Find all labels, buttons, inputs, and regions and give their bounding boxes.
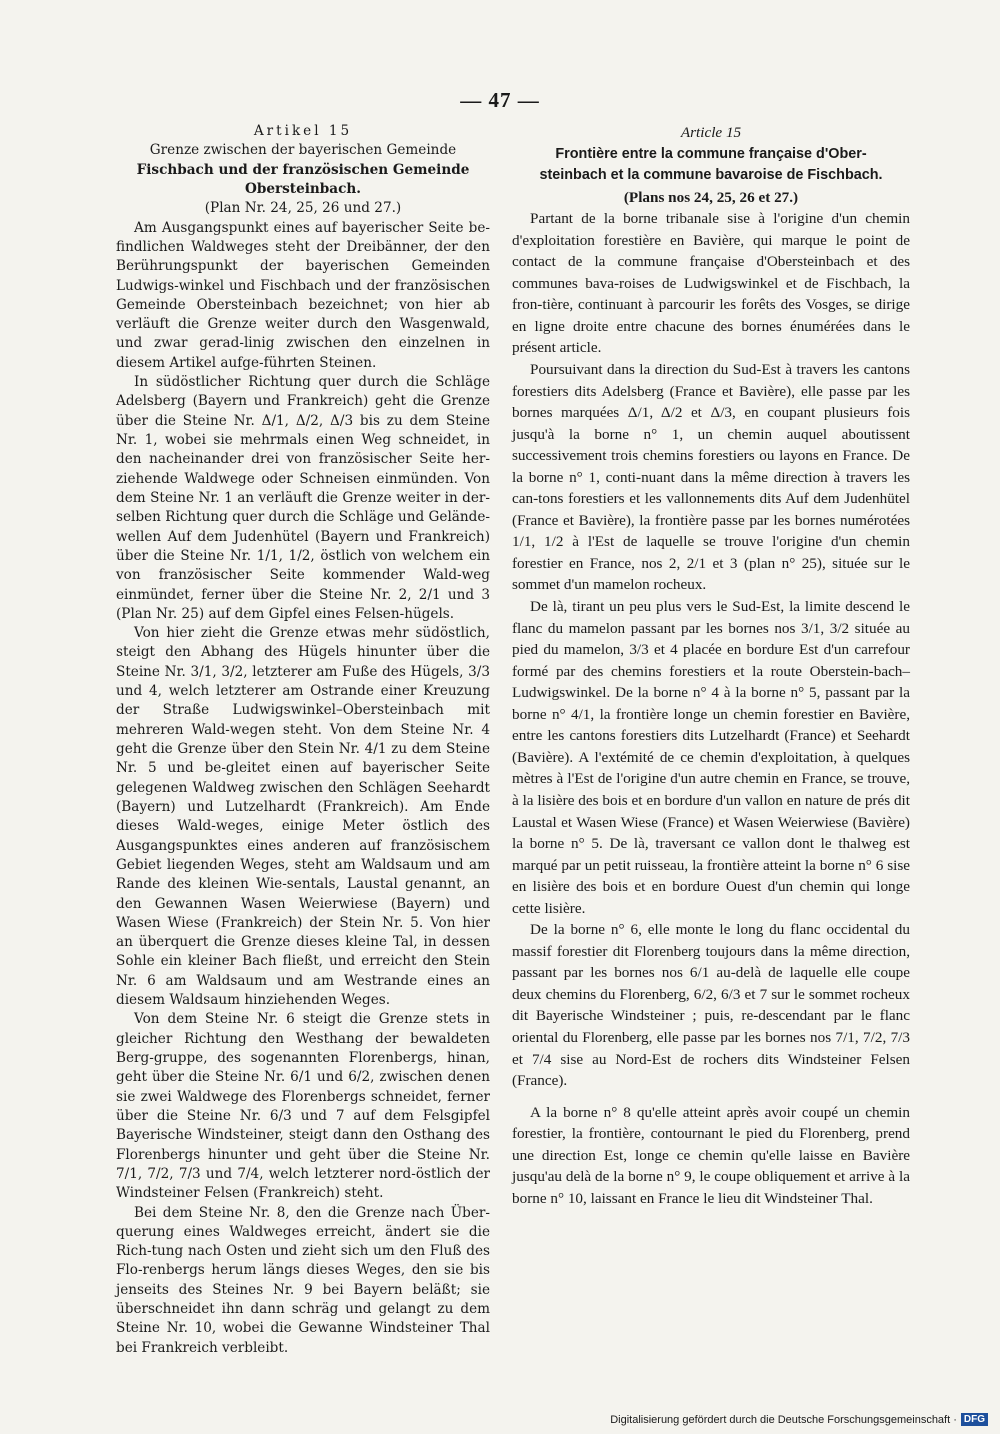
french-heading-line-2: steinbach et la commune bavaroise de Fischbach. <box>539 167 883 184</box>
footer-credit <box>610 1413 988 1426</box>
german-paragraph: Am Ausgangspunkt eines auf bayerischer Seite be-findlichen Waldweges steht der Dreibänner, der den Berührungspunkt der bayerischen Gemeinden Ludwigs-winkel und Fischbach und der französischen Gemeinde Obersteinbach bezeichnet; von hier ab verläuft die Grenze weiter durch den Wasgenwald, und zwar gerad-linig zwischen den einzelnen in diesem Artikel aufge-führten Steinen. <box>116 219 490 371</box>
german-heading-line-1: Grenze zwischen der bayerischen Gemeinde <box>149 142 457 159</box>
french-paragraph: Poursuivant dans la direction du Sud-Est à travers les cantons forestiers dits Adelsberg (France et Bavière), elle passe par les bornes marquées Δ/1, Δ/2 et Δ/3, en coupant plusieurs fois jusqu'à la borne n° 1, un chemin auquel aboutissent successivement trois chemins forestiers ou layons en France. De la borne n° 1, conti-nuant dans la même direction à travers les can-tons forestiers et les vallonnements dits Auf dem Judenhütel (France et Bavière), la frontière passe par les bornes numérotées 1/1, 1/2 à l'Est de laquelle se trouve l'origine d'un chemin forestier en France, nos 2, 2/1 et 3 (plan n° 25), située sur le sommet d'un mamelon rocheux. <box>512 361 910 594</box>
french-paragraph: De la borne n° 6, elle monte le long du flanc occidental du massif forestier dit Florenberg toujours dans la même direction, passant par les bornes nos 6/1 au-delà de laquelle elle coupe deux chemins du Florenberg, 6/2, 6/3 et 7 sur le sommet rocheux dit Bayerische Windsteiner ; puis, re-descendant par le flanc oriental du Florenberg, elle passe par les bornes nos 7/1, 7/2, 7/3 et 7/4 sise au Nord-Est de rochers dits Windsteiner Felsen (France). <box>512 921 910 1090</box>
german-paragraph: In südöstlicher Richtung quer durch die Schläge Adelsberg (Bayern und Frankreich) geht die Grenze über die Steine Nr. Δ/1, Δ/2, Δ/3 bis zu dem Steine Nr. 1, wobei sie mehrmals einen Weg schneidet, in den nacheinander drei von französischer Seite her-ziehende Waldwege oder Schneisen einmünden. Von dem Steine Nr. 1 an verläuft die Grenze weiter in der-selben Richtung quer durch die Schläge und Gelände-wellen Auf dem Judenhütel (Bayern und Frankreich) über die Steine Nr. 1/1, 1/2, östlich von welchem ein von französischer Seite kommender Wald-weg einmündet, ferner über die Steine Nr. 2, 2/1 und 3 (Plan Nr. 25) auf dem Gipfel eines Felsen-hügels. <box>116 374 490 622</box>
french-column <box>512 122 910 1209</box>
french-heading-plans: (Plans nos 24, 25, 26 et 27.) <box>623 188 799 206</box>
footer-text: Digitalisierung gefördert durch die Deutsche Forschungsgemeinschaft · <box>610 1413 957 1426</box>
french-paragraph: A la borne n° 8 qu'elle atteint après avoir coupé un chemin forestier, la frontière, contournant le pied du Florenberg, prend une direction Est, longe ce chemin qu'elle laisse en Bavière jusqu'au delà de la borne n° 9, le coupe obliquement et arrive à la borne n° 10, laissant en France le lieu dit Windsteiner Thal. <box>512 1103 910 1207</box>
french-paragraph: De là, tirant un peu plus vers le Sud-Est, la limite descend le flanc du mamelon passant par les bornes nos 3/1, 3/2 située au pied du mamelon, 3/3 et 4 placée en bordure Est d'un carrefour formé par des chemins forestiers et la route Oberstein-bach–Ludwigswinkel. De la borne n° 4 à la borne n° 5, passant par la borne n° 4/1, la frontière longe un chemin forestier en Bavière, entre les cantons forestiers dits Lutzelhardt (France) et Seehardt (Bavière). A l'extémité de ce chemin d'exploitation, à quelques mètres à l'Est de l'origine d'un autre chemin en France, se trouve, à la lisière des bois et en bordure d'un vallon en nature de prés dit Laustal et Wasen Wiese (France) et Wasen Weierwiese (Bavière) la borne n° 5. De là, traversant ce vallon dont le thalweg est marqué par un petit ruisseau, la frontière atteint la borne n° 6 sise en lisière des bois et en bordure Ouest d'un chemin qui longe cette lisière. <box>512 598 910 917</box>
german-paragraph: Von hier zieht die Grenze etwas mehr südöstlich, steigt den Abhang des Hügels hinunter über die Steine Nr. 3/1, 3/2, letzterer am Fuße des Hügels, 3/3 und 4, welch letzterer am Ostrande einer Kreuzung der Straße Ludwigswinkel–Obersteinbach mit mehreren Wald-wegen steht. Von dem Steine Nr. 4 geht die Grenze über den Stein Nr. 4/1 zu dem Steine Nr. 5 und be-gleitet einen auf bayerischer Seite gelegenen Waldweg zwischen den Schlägen Seehardt (Bayern) und Lutzelhardt (Frankreich). Am Ende dieses Wald-weges, einige Meter östlich des Ausgangspunktes eines anderen auf französischem Gebiet liegenden Weges, steht am Waldsaum und am Rande des kleinen Wie-sentals, Laustal genannt, an den Gewannen Wasen Weierwiese (Bayern) und Wasen Wiese (Frankreich) der Stein Nr. 5. Von hier an überquert die Grenze dieses kleine Tal, in dessen Sohle ein kleiner Bach fließt, und erreicht den Stein Nr. 6 am Waldsaum und am Westrande eines an diesem Waldsaum hinziehenden Weges. <box>116 625 490 1009</box>
dfg-logo: DFG <box>961 1413 988 1426</box>
german-heading-line-2: Fischbach und der französischen Gemeinde Obersteinbach. <box>136 161 470 197</box>
german-column <box>116 122 490 1358</box>
german-article-title: Artikel 15 <box>253 123 353 139</box>
german-paragraph: Bei dem Steine Nr. 8, den die Grenze nach Über-querung eines Waldweges erreicht, ändert sie die Rich-tung nach Osten und zieht sich um den Fluß des Flo-renbergs herum längs dieses Weges, den sie bis jenseits des Steines Nr. 9 bei Bayern beläßt; sie überschneidet ihn dann schräg und gelangt zu dem Steine Nr. 10, wobei die Gewanne Windsteiner Thal bei Frankreich verbleibt. <box>116 1204 490 1356</box>
german-paragraph: Von dem Steine Nr. 6 steigt die Grenze stets in gleicher Richtung den Westhang der bewaldeten Berg-gruppe, des sogenannten Florenbergs, hinan, geht über die Steine Nr. 6/1 und 6/2, zwischen denen sie zwei Waldwege des Florenbergs schneidet, ferner über die Steine Nr. 6/3 und 7 auf dem Felsgipfel Bayerische Windsteiner, steigt dann den Osthang des Florenbergs hinunter und geht über die Steine Nr. 7/1, 7/2, 7/3 und 7/4, welch letzterer nord-östlich der Windsteiner Felsen (Frankreich) steht. <box>116 1011 490 1202</box>
french-article-title: Article 15 <box>680 124 742 141</box>
french-paragraph: Partant de la borne tribanale sise à l'origine d'un chemin d'exploitation forestière en Bavière, qui marque le point de contact de la commune française d'Obersteinbach et des communes bava-roises de Ludwigswinkel et de Fischbach, la fron-tière, continuant à parcourir les forêts des Vosges, se dirige en ligne droite entre chacune des bornes énumérées dans le présent article. <box>512 210 910 357</box>
page-number: — 47 — <box>460 88 540 112</box>
french-heading-line-1: Frontière entre la commune française d'Ober- <box>555 145 867 162</box>
german-heading-plans: (Plan Nr. 24, 25, 26 und 27.) <box>204 200 402 217</box>
